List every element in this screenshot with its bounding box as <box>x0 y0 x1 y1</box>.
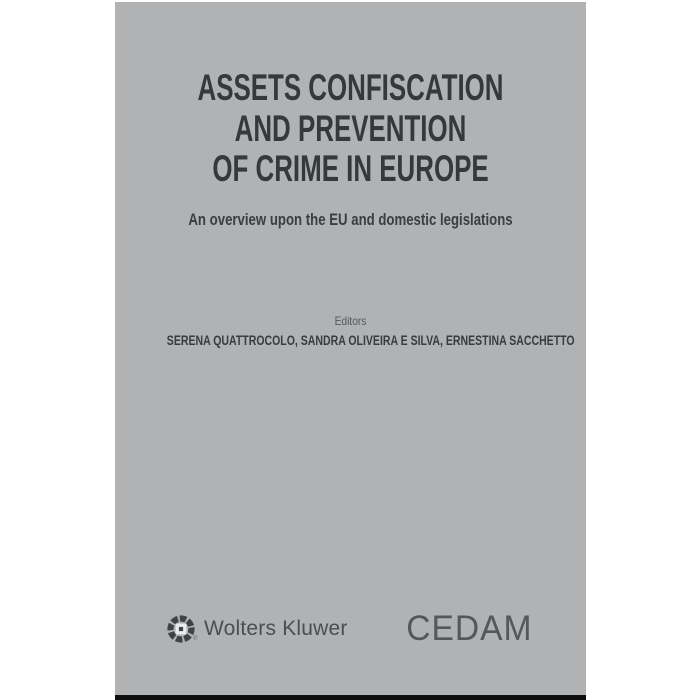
wolters-kluwer-logo <box>167 615 348 643</box>
book-title-line-3: OF CRIME IN EUROPE <box>212 148 489 189</box>
book-title <box>186 68 516 190</box>
book-cover <box>115 2 586 700</box>
cedam-logo: CEDAM <box>405 609 532 648</box>
wolters-kluwer-emblem-icon <box>167 615 198 643</box>
cover-bottom-bar <box>115 695 586 700</box>
book-title-line-1: ASSETS CONFISCATION <box>197 67 504 108</box>
wolters-kluwer-label: Wolters Kluwer <box>204 617 348 640</box>
registered-trademark-symbol: ® <box>193 636 198 642</box>
editors-label: Editors <box>334 314 367 328</box>
editors-names: SERENA QUATTROCOLO, SANDRA OLIVEIRA E SILVA, ERNESTINA SACCHETTO <box>166 333 575 348</box>
publishers-row <box>167 609 532 648</box>
book-title-line-2: AND PREVENTION <box>234 107 467 149</box>
book-subtitle: An overview upon the EU and domestic legislations <box>188 211 513 229</box>
